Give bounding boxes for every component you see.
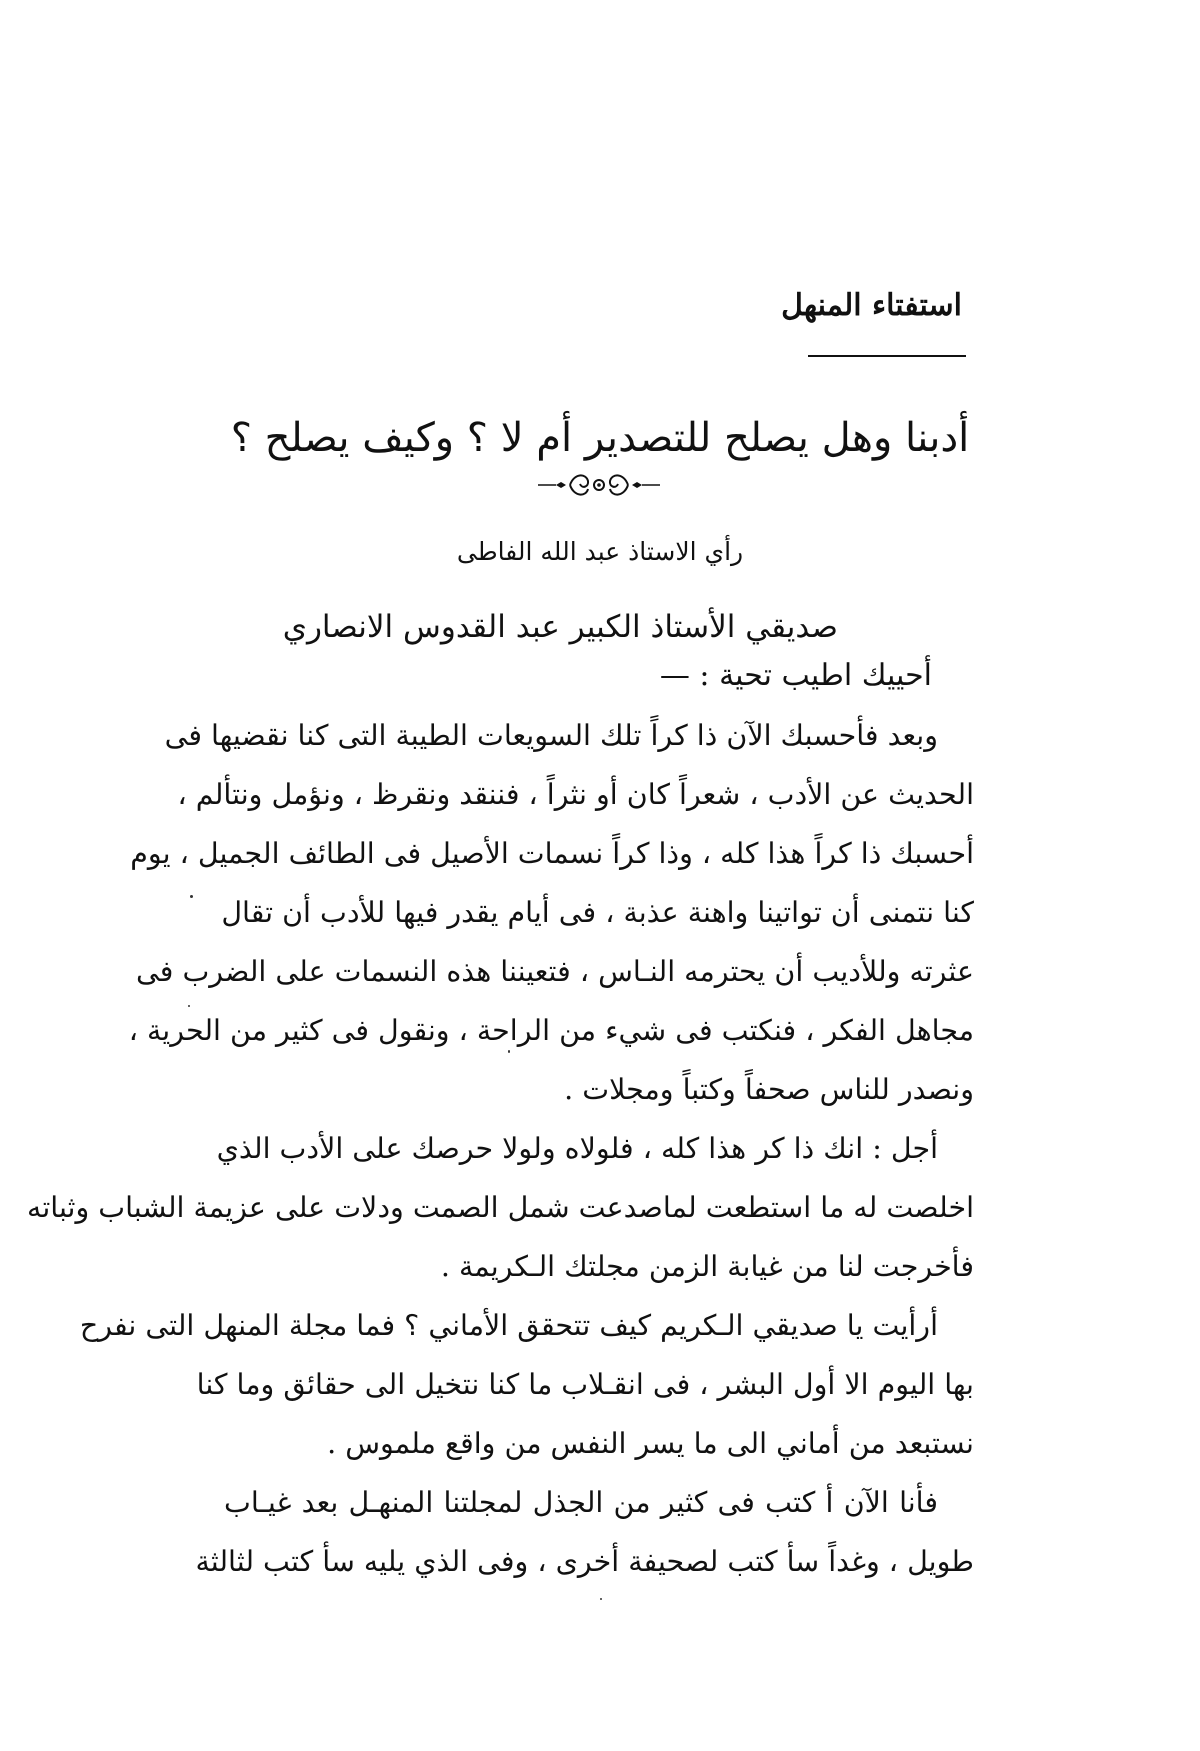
text-line: أحسبك ذا كراً هذا كله ، وذا كراً نسمات الأصيل فى الطائف الجميل ، يوم (130, 837, 974, 870)
article-title: أدبنا وهل يصلح للتصدير أم لا ؟ وكيف يصلح ؟ (230, 415, 970, 461)
text-line: الحديث عن الأدب ، شعراً كان أو نثراً ، فننقد ونقرظ ، ونؤمل ونتألم ، (177, 778, 974, 811)
text-line: ونصدر للناس صحفاً وكتباً ومجلات . (564, 1073, 974, 1106)
text-line: أرأيت يا صديقي الـكريم كيف تتحقق الأماني ؟ فما مجلة المنهل التى نفرح (79, 1309, 938, 1342)
scan-speck (600, 1598, 602, 1600)
scan-speck (188, 1005, 190, 1007)
section-label: استفتاء المنهل (781, 288, 962, 323)
text-line: بها اليوم الا أول البشر ، فى انقـلاب ما كنا نتخيل الى حقائق وما كنا (196, 1368, 974, 1401)
text-line: نستبعد من أماني الى ما يسر النفس من واقع ملموس . (327, 1427, 974, 1460)
text-line: وبعد فأحسبك الآن ذا كراً تلك السويعات الطيبة التى كنا نقضيها فى (164, 719, 938, 752)
text-line: فأخرجت لنا من غيابة الزمن مجلتك الـكريمة . (440, 1250, 974, 1283)
text-line: طويل ، وغداً سأ كتب لصحيفة أخرى ، وفى الذي يليه سأ كتب لثالثة (195, 1545, 974, 1578)
text-line: مجاهل الفكر ، فنكتب فى شيء من الراحة ، ونقول فى كثير من الحرية ، (128, 1014, 974, 1047)
text-line: اخلصت له ما استطعت لماصدعت شمل الصمت ودلات على عزيمة الشباب وثباته (27, 1191, 974, 1224)
scan-speck (190, 895, 193, 898)
text-line: عثرته وللأديب أن يحترمه النـاس ، فتعيننا هذه النسمات على الضرب فى (136, 955, 974, 988)
scan-speck (508, 1050, 510, 1053)
article-body (27, 706, 974, 1591)
author-opinion-line: رأي الاستاذ عبد الله الفاطى (456, 537, 744, 566)
text-line: فأنا الآن أ كتب فى كثير من الجذل لمجلتنا المنهـل بعد غيـاب (224, 1486, 938, 1519)
text-line: أجل : انك ذا كر هذا كله ، فلولاه ولولا حرصك على الأدب الذي (216, 1132, 938, 1165)
greeting-line: أحييك اطيب تحية : — (659, 658, 932, 693)
salutation-line: صديقي الأستاذ الكبير عبد القدوس الانصاري (282, 609, 838, 645)
text-line: كنا نتمنى أن تواتينا واهنة عذبة ، فى أيام يقدر فيها للأدب أن تقال (221, 896, 974, 929)
section-underline (808, 355, 966, 357)
ornament-divider-icon (534, 465, 664, 505)
